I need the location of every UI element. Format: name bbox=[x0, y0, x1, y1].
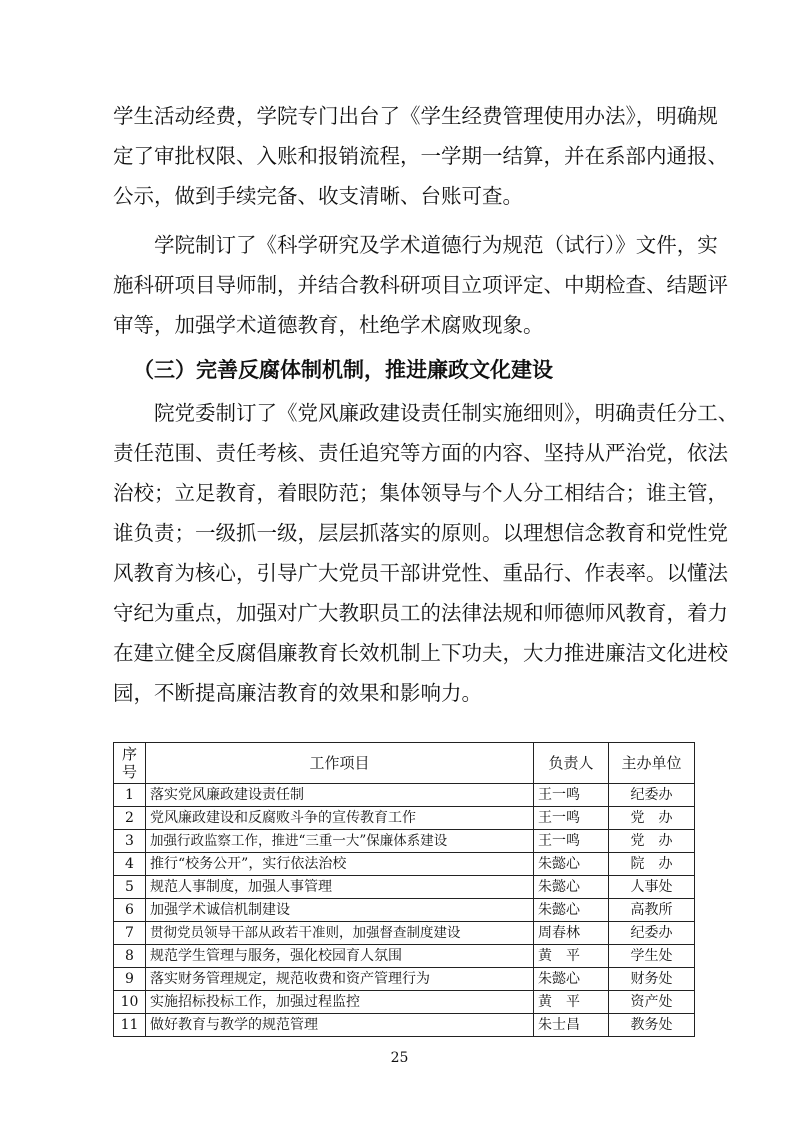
table-row bbox=[114, 991, 695, 1014]
cell-unit: 党 办 bbox=[609, 830, 695, 853]
cell-unit: 人事处 bbox=[609, 876, 695, 899]
cell-person: 王一鸣 bbox=[534, 830, 609, 853]
table-row bbox=[114, 922, 695, 945]
paragraph-2 bbox=[113, 225, 728, 345]
table-row bbox=[114, 784, 695, 807]
table-row bbox=[114, 899, 695, 922]
cell-item: 实施招标投标工作，加强过程监控 bbox=[146, 991, 534, 1014]
table-row bbox=[114, 968, 695, 991]
paragraph-line: 定了审批权限、入账和报销流程，一学期一结算，并在系部内通报、 bbox=[113, 144, 728, 168]
paragraph-line: 施科研项目导师制，并结合教科研项目立项评定、中期检查、结题评 bbox=[113, 273, 728, 297]
cell-item: 规范学生管理与服务，强化校园育人氛围 bbox=[146, 945, 534, 968]
paragraph-line: 院党委制订了《党风廉政建设责任制实施细则》，明确责任分工、 bbox=[113, 401, 739, 425]
table-header-row bbox=[114, 743, 695, 784]
cell-item: 落实党风廉政建设责任制 bbox=[146, 784, 534, 807]
cell-item: 加强学术诚信机制建设 bbox=[146, 899, 534, 922]
table-row bbox=[114, 1014, 695, 1037]
paragraph-line: 学院制订了《科学研究及学术道德行为规范（试行）》文件，实 bbox=[113, 233, 718, 257]
cell-person: 朱懿心 bbox=[534, 968, 609, 991]
paragraph-line: 治校；立足教育，着眼防范；集体领导与个人分工相结合；谁主管， bbox=[113, 481, 728, 505]
table-row bbox=[114, 830, 695, 853]
cell-no: 1 bbox=[114, 784, 146, 807]
cell-no: 3 bbox=[114, 830, 146, 853]
cell-unit: 高教所 bbox=[609, 899, 695, 922]
table-row bbox=[114, 807, 695, 830]
paragraph-line: 守纪为重点，加强对广大教职员工的法律法规和师德师风教育，着力 bbox=[113, 601, 728, 625]
header-unit: 主办单位 bbox=[609, 743, 695, 784]
paragraph-line: 责任范围、责任考核、责任追究等方面的内容、坚持从严治党，依法 bbox=[113, 441, 728, 465]
cell-item: 落实财务管理规定，规范收费和资产管理行为 bbox=[146, 968, 534, 991]
paragraph-line: 学生活动经费，学院专门出台了《学生经费管理使用办法》，明确规 bbox=[113, 104, 718, 128]
cell-no: 6 bbox=[114, 899, 146, 922]
header-person: 负责人 bbox=[534, 743, 609, 784]
section-heading: （三）完善反腐体制机制，推进廉政文化建设 bbox=[133, 358, 553, 382]
cell-unit: 党 办 bbox=[609, 807, 695, 830]
cell-no: 8 bbox=[114, 945, 146, 968]
cell-person: 黄 平 bbox=[534, 945, 609, 968]
table-row bbox=[114, 853, 695, 876]
cell-no: 9 bbox=[114, 968, 146, 991]
paragraph-line: 风教育为核心，引导广大党员干部讲党性、重品行、作表率。以懂法 bbox=[113, 561, 728, 585]
cell-unit: 院 办 bbox=[609, 853, 695, 876]
cell-item: 规范人事制度，加强人事管理 bbox=[146, 876, 534, 899]
paragraph-line: 公示，做到手续完备、收支清晰、台账可查。 bbox=[113, 184, 523, 208]
cell-item: 做好教育与教学的规范管理 bbox=[146, 1014, 534, 1037]
paragraph-1 bbox=[113, 96, 728, 216]
cell-person: 王一鸣 bbox=[534, 807, 609, 830]
cell-unit: 教务处 bbox=[609, 1014, 695, 1037]
cell-no: 2 bbox=[114, 807, 146, 830]
cell-person: 王一鸣 bbox=[534, 784, 609, 807]
cell-no: 5 bbox=[114, 876, 146, 899]
cell-no: 4 bbox=[114, 853, 146, 876]
paragraph-line: 在建立健全反腐倡廉教育长效机制上下功夫，大力推进廉洁文化进校 bbox=[113, 641, 728, 665]
cell-item: 加强行政监察工作，推进“三重一大”保廉体系建设 bbox=[146, 830, 534, 853]
cell-person: 朱懿心 bbox=[534, 853, 609, 876]
cell-item: 党风廉政建设和反腐败斗争的宣传教育工作 bbox=[146, 807, 534, 830]
cell-no: 10 bbox=[114, 991, 146, 1014]
table-row bbox=[114, 945, 695, 968]
header-item: 工作项目 bbox=[146, 743, 534, 784]
header-no: 序号 bbox=[114, 743, 146, 784]
cell-no: 11 bbox=[114, 1014, 146, 1037]
cell-person: 周春林 bbox=[534, 922, 609, 945]
cell-unit: 纪委办 bbox=[609, 922, 695, 945]
cell-item: 推行“校务公开”，实行依法治校 bbox=[146, 853, 534, 876]
cell-unit: 纪委办 bbox=[609, 784, 695, 807]
cell-unit: 学生处 bbox=[609, 945, 695, 968]
page-number: 25 bbox=[390, 1050, 409, 1066]
paragraph-line: 谁负责；一级抓一级，层层抓落实的原则。以理想信念教育和党性党 bbox=[113, 521, 728, 545]
paragraph-line: 审等，加强学术道德教育，杜绝学术腐败现象。 bbox=[113, 313, 544, 337]
paragraph-line: 园，不断提高廉洁教育的效果和影响力。 bbox=[113, 681, 482, 705]
cell-person: 黄 平 bbox=[534, 991, 609, 1014]
paragraph-3 bbox=[113, 393, 739, 713]
cell-unit: 财务处 bbox=[609, 968, 695, 991]
cell-unit: 资产处 bbox=[609, 991, 695, 1014]
table-row bbox=[114, 876, 695, 899]
cell-person: 朱懿心 bbox=[534, 876, 609, 899]
cell-person: 朱懿心 bbox=[534, 899, 609, 922]
cell-person: 朱士昌 bbox=[534, 1014, 609, 1037]
work-items-table bbox=[113, 742, 695, 1037]
cell-item: 贯彻党员领导干部从政若干准则，加强督查制度建设 bbox=[146, 922, 534, 945]
cell-no: 7 bbox=[114, 922, 146, 945]
